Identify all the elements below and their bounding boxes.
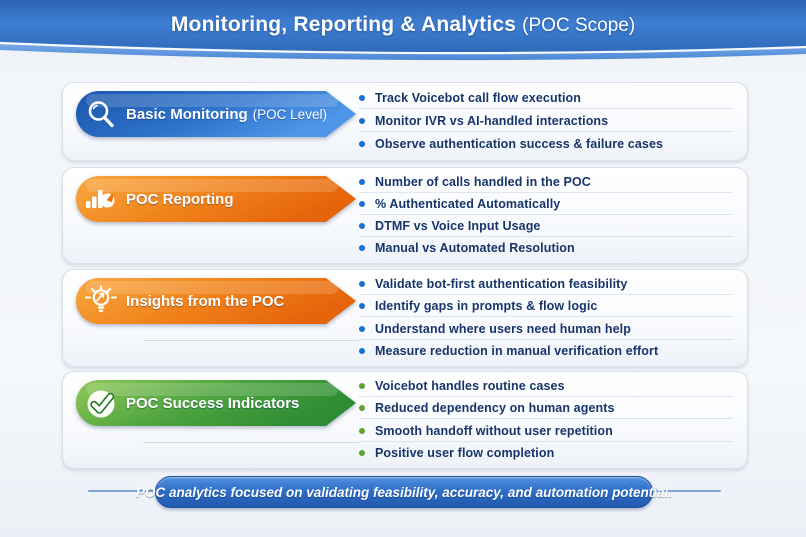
section-card-poc-success-indicators [62,371,748,469]
section-banner-label: Insights from the POC [126,292,285,310]
bullet-list [359,274,733,362]
footer-text: POC analytics focused on validating feasibility, accuracy, and automation potential. [135,484,673,500]
bullet-text: Identify gaps in prompts & flow logic [375,299,598,314]
bullet-row [359,239,733,258]
bullet-row [359,320,733,340]
page-title-scope: (POC Scope) [522,15,636,36]
bullet-dot-icon [359,428,365,434]
bullet-text: Observe authentication success & failure cases [375,137,664,152]
bullet-text: Validate bot-first authentication feasibility [375,277,628,292]
bullet-dot-icon [359,118,365,124]
lightbulb-icon [85,285,117,317]
row-divider [143,340,359,341]
bullet-dot-icon [359,450,365,456]
bullet-dot-icon [359,303,365,309]
magnifier-icon [85,98,117,130]
bullet-dot-icon [359,95,365,101]
check-circle-icon [85,387,117,419]
bar-chart-icon [85,183,117,215]
bullet-row [359,217,733,237]
section-banner-insights-from-poc [76,278,356,324]
bullet-list [359,87,733,156]
bullet-row [359,342,733,361]
bullet-dot-icon [359,281,365,287]
bullet-dot-icon [359,245,365,251]
bullet-text: Voicebot handles routine cases [375,379,565,394]
page-title [0,13,806,37]
bullet-dot-icon [359,179,365,185]
bullet-row [359,422,733,442]
bullet-row [359,444,733,463]
bullet-text: Positive user flow completion [375,445,555,460]
bullet-dot-icon [359,383,365,389]
bullet-text: Track Voicebot call flow execution [375,90,582,105]
bullet-text: Reduced dependency on human agents [375,401,615,416]
bullet-row [359,112,733,132]
bullet-row [359,377,733,397]
bullet-list [359,376,733,464]
bullet-row [359,275,733,295]
section-card-poc-reporting [62,167,748,264]
bullet-text: % Authenticated Automatically [375,197,561,211]
bullet-text: Understand where users need human help [375,321,631,336]
footer-banner [135,476,673,508]
section-banner-poc-success-indicators [76,380,356,426]
section-banner-label: Basic Monitoring (POC Level) [126,105,327,123]
bullet-row [359,173,733,193]
section-banner-label: POC Reporting [126,190,234,208]
bullet-dot-icon [359,141,365,147]
bullet-text: DTMF vs Voice Input Usage [375,219,541,233]
section-banner-basic-monitoring [76,91,356,137]
bullet-row [359,399,733,419]
page-title-main: Monitoring, Reporting & Analytics [170,13,517,36]
section-banner-label: POC Success Indicators [126,394,300,412]
bullet-text: Number of calls handled in the POC [375,175,591,189]
row-divider [143,442,359,443]
bullet-row [359,89,733,109]
bullet-dot-icon [359,223,365,229]
bullet-text: Smooth handoff without user repetition [375,423,613,438]
bullet-row [359,135,733,154]
bullet-text: Monitor IVR vs AI-handled interactions [375,113,609,128]
bullet-dot-icon [359,405,365,411]
bullet-row [359,195,733,215]
bullet-dot-icon [359,348,365,354]
bullet-text: Manual vs Automated Resolution [375,241,575,255]
bullet-text: Measure reduction in manual verification effort [375,343,659,358]
section-card-basic-monitoring [62,82,748,161]
bullet-list [359,172,733,259]
bullet-dot-icon [359,201,365,207]
bullet-row [359,297,733,317]
section-card-insights-from-poc [62,269,748,367]
bullet-dot-icon [359,326,365,332]
section-banner-label-suffix: (POC Level) [252,106,327,122]
section-banner-poc-reporting [76,176,356,222]
